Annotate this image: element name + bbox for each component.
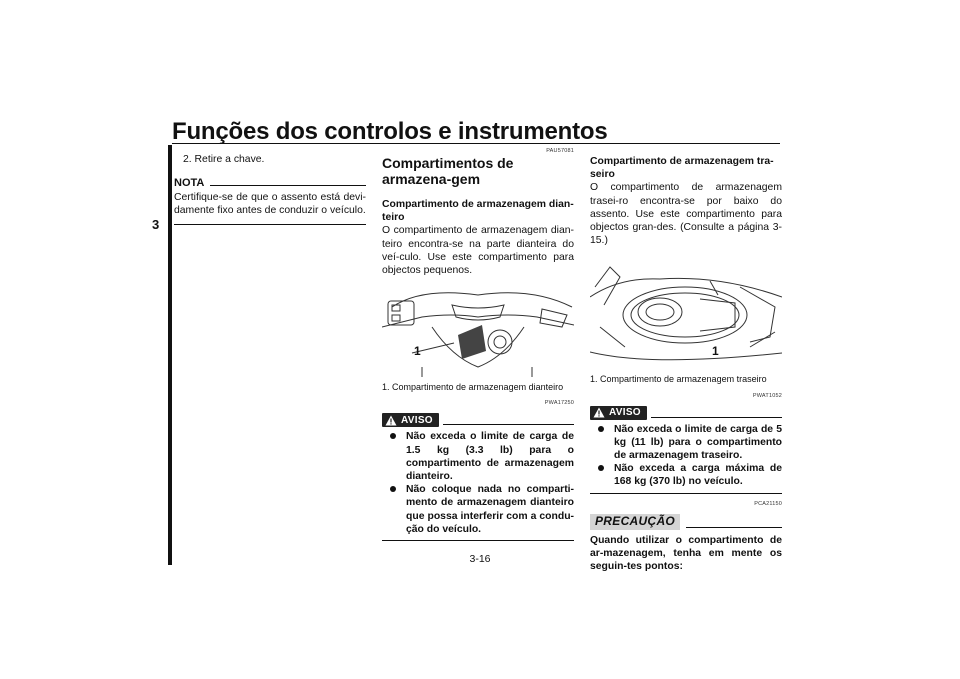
rear-warning-header	[590, 404, 782, 420]
rear-figure-label: 1	[712, 344, 719, 359]
warning-end-rule	[590, 493, 782, 494]
warning-header	[382, 411, 574, 427]
nota-end-rule	[174, 224, 366, 225]
list-item: Não exceda o limite de carga de 5 kg (11 lb) para o compartimento de armazenagem traseiro.	[590, 423, 782, 463]
rear-storage-title: Compartimento de armazenagem tra-seiro	[590, 156, 774, 181]
header-rule	[172, 143, 780, 144]
nota-text: Certifique-se de que o assento está devi-damente fixo antes de conduzir o veículo.	[174, 192, 366, 217]
rear-storage-illustration	[590, 257, 782, 367]
page-number: 3-16	[469, 553, 491, 565]
warning-label: AVISO	[609, 407, 641, 419]
chapter-tab	[168, 145, 172, 565]
list-item: Não coloque nada no comparti-mento de armazenagem dianteiro que possa interferir com a condu-ção do veículo.	[382, 483, 574, 536]
caution-label: PRECAUÇÃO	[595, 514, 676, 529]
warning-rule	[443, 424, 574, 425]
front-storage-figure	[382, 287, 574, 377]
warning-triangle-icon	[593, 407, 605, 418]
warning-rule	[651, 417, 782, 418]
rear-warning-list	[590, 423, 782, 489]
rear-storage-text: O compartimento de armazenagem trasei-ro encontra-se por baixo do assento. Use este compartimento para objectos gran-des. (Consulte a página 3-15.)	[590, 182, 782, 247]
rear-storage-figure	[590, 257, 782, 367]
caution-rule	[686, 527, 782, 528]
section-title: Compartimentos de armazena-gem	[382, 155, 514, 187]
warning-badge	[382, 413, 439, 427]
front-warning-list	[382, 430, 574, 536]
nota-header	[174, 176, 366, 190]
front-storage-text: O compartimento de armazenagem dian-teiro encontra-se na parte dianteira do veí-culo. Use este compartimento para objectos pequenos.	[382, 225, 574, 277]
rear-warning-code: PWAT1052	[752, 392, 782, 399]
caution-badge	[590, 514, 680, 530]
warning-label: AVISO	[401, 414, 433, 426]
caution-text: Quando utilizar o compartimento de ar-mazenagem, tenha em mente os seguin-tes pontos:	[590, 534, 782, 573]
chapter-number: 3	[152, 217, 160, 232]
warning-badge	[590, 406, 647, 420]
section-code: PAU57081	[546, 148, 574, 154]
column-2	[382, 148, 574, 541]
warning-triangle-icon	[385, 415, 397, 426]
list-item: Não exceda a carga máxima de 168 kg (370 lb) no veículo.	[590, 462, 782, 488]
front-storage-illustration	[382, 287, 574, 377]
step-remove-key: 2. Retire a chave.	[183, 154, 265, 165]
list-item: Não exceda o limite de carga de 1.5 kg (3.3 lb) para o compartimento de armazenagem dianteiro.	[382, 430, 574, 483]
nota-rule	[210, 185, 366, 186]
page-title: Funções dos controlos e instrumentos	[172, 118, 608, 145]
rear-figure-caption: 1. Compartimento de armazenagem traseiro	[590, 374, 767, 385]
nota-label: NOTA	[174, 176, 205, 189]
front-figure-caption: 1. Compartimento de armazenagem dianteiro	[382, 382, 564, 393]
caution-code: PCA21150	[754, 500, 782, 507]
column-3	[590, 148, 782, 573]
caution-header	[590, 512, 782, 530]
front-figure-label: 1	[414, 344, 421, 359]
front-storage-title: Compartimento de armazenagem dian-teiro	[382, 199, 574, 224]
warning-code: PWA17250	[544, 400, 574, 407]
column-1	[174, 148, 366, 225]
warning-end-rule	[382, 540, 574, 541]
